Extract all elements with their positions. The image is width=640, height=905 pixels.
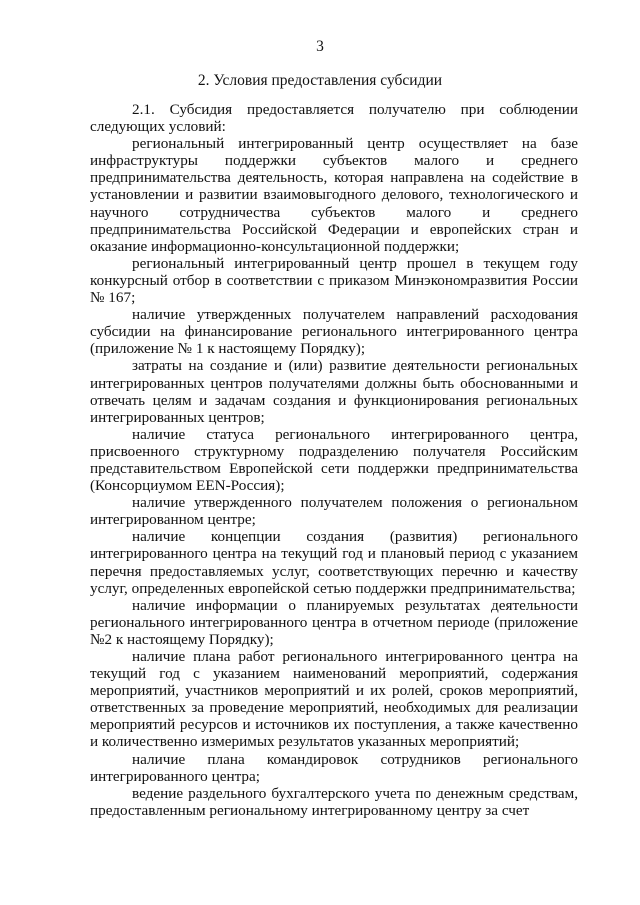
section-title: 2. Условия предоставления субсидии — [197, 72, 443, 89]
paragraph-condition-7: наличие концепции создания (развития) регионального интегрированного центра на текущий год и плановый период с указанием перечня предоставляемых услуг, соответствующих перечню и качеству услуг, определенных европейской сетью поддержки предпринимательства; — [90, 528, 578, 597]
document-body — [90, 101, 578, 819]
paragraph-condition-10: наличие плана командировок сотрудников регионального интегрированного центра; — [90, 750, 578, 785]
paragraph-condition-6: наличие утвержденного получателем положения о региональном интегрированном центре; — [90, 494, 578, 529]
paragraph-condition-2: региональный интегрированный центр прошел в текущем году конкурсный отбор в соответствии с приказом Минэкономразвития России № 167; — [90, 254, 578, 307]
page-number: 3 — [316, 38, 324, 55]
paragraph-condition-3: наличие утвержденных получателем направлений расходования субсидии на финансирование регионального интегрированного центра (приложение № 1 к настоящему Порядку); — [90, 306, 578, 358]
paragraph-condition-1: региональный интегрированный центр осуществляет на базе инфраструктуры поддержки субъектов малого и среднего предпринимательства деятельность, которая направлена на содействие в установлении и развитии взаимовыгодного делового, технологического и научного сотрудничества субъектов малого и среднего предпринимательства Российской Федерации и европейских стран и оказание информационно-консультационной поддержки; — [90, 135, 578, 255]
paragraph-intro: 2.1. Субсидия предоставляется получателю при соблюдении следующих условий: — [90, 101, 578, 136]
paragraph-condition-11: ведение раздельного бухгалтерского учета по денежным средствам, предоставленным региональному интегрированному центру за счет — [90, 784, 578, 819]
paragraph-condition-9: наличие плана работ регионального интегрированного центра на текущий год с указанием наименований мероприятий, содержания мероприятий, участников мероприятий и их ролей, сроков мероприятий, ответственных за проведение мероприятий, необходимых для реализации мероприятий ресурсов и источников их поступления, а также качественно и количественно измеримых результатов указанных мероприятий; — [90, 648, 578, 751]
paragraph-condition-4: затраты на создание и (или) развитие деятельности региональных интегрированных центров получателями должны быть обоснованными и отвечать целям и задачам создания и функционирования региональных интегрированных центров; — [90, 357, 578, 426]
paragraph-condition-8: наличие информации о планируемых результатах деятельности регионального интегрированного центра в отчетном периоде (приложение №2 к настоящему Порядку); — [90, 596, 578, 648]
paragraph-condition-5: наличие статуса регионального интегрированного центра, присвоенного структурному подразделению получателя Российским представительством Европейской сети поддержки предпринимательства (Консорциумом EEN-Россия); — [90, 425, 578, 495]
